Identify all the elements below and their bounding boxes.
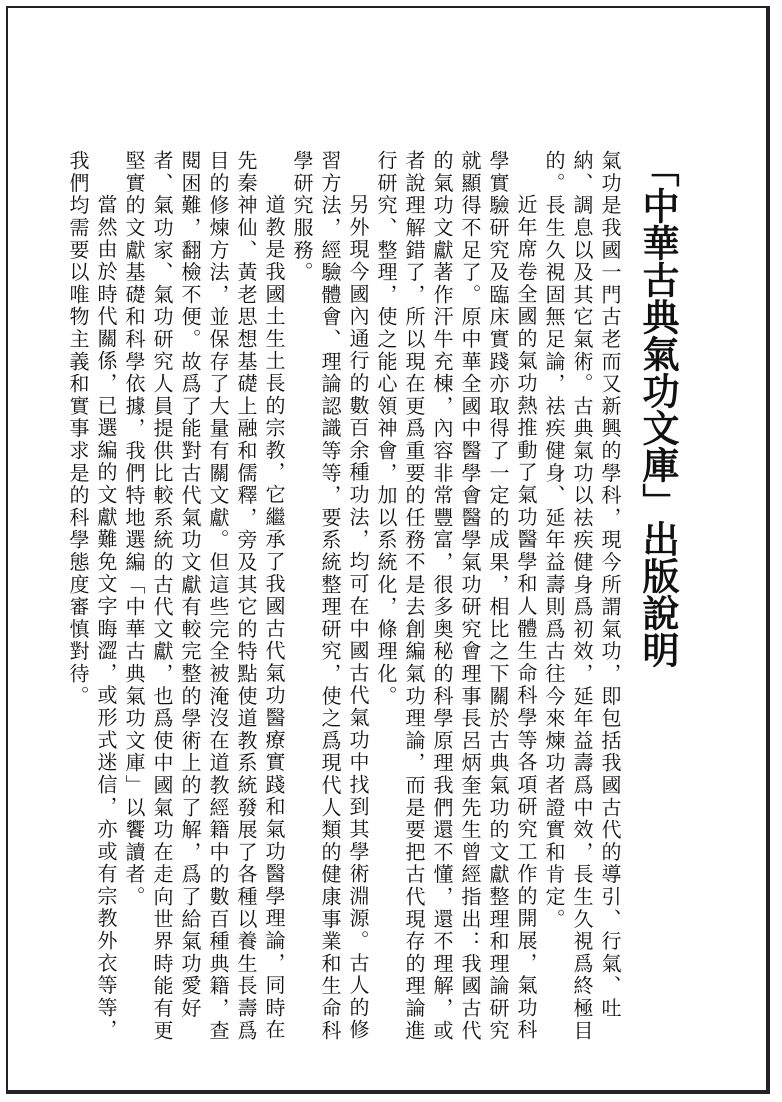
page-title: 「中華古典氣功文庫」出版說明 [636, 150, 679, 668]
paragraph-4: 道教是我國土生土長的宗教，它繼承了我國古代氣功醫療實踐和氣功醫學理論，同時在先秦神仙、黃老思想基礎上融和儒釋，旁及其它的特點使道教系統發展了各種以養生長壽爲目的修煉方法，並保存了大量有關文獻。但這些完全被淹沒在道教經籍中的數百種典籍，查閱困難，翻檢不便。故爲了能對古代氣功文獻有較完整的學術上的了解，爲了給氣功愛好者、氣功家、氣功研究人員提供比較系統的古代文獻，也爲使中國氣功在走向世界時能有更堅實的文獻基礎和科學依據，我們特地選編「中華古典氣功文庫」以饗讀者。 [122, 150, 286, 1042]
paragraph-5: 當然由於時代關係，已選編的文獻難免文字晦澀，或形式迷信，亦或有宗教外衣等等，我們均需要以唯物主義和實事求是的科學態度審慎對待。 [66, 150, 118, 1042]
paragraph-3: 另外現今國內通行的數百余種功法，均可在中國古代氣功中找到其學術淵源。古人的修習方法，經驗體會、理論認識等等，要系統整理研究，使之爲現代人類的健康事業和生命科學研究服務。 [290, 150, 370, 1042]
body-text [66, 150, 624, 1050]
paragraph-2: 近年席卷全國的氣功熱推動了氣功醫學和人體生命科學等各項研究工作的開展，氣功科學實驗研究及臨床實踐亦取得了一定的成果，相比之下關於古典氣功的文獻整理和理論研究就顯得不足了。原中華全國中醫學會醫學氣功研究會理事長呂炳奎先生曾經指出：我國古代的氣功文獻著作汗牛充棟，內容非常豐富，很多奥秘的科學原理我們還不懂，還不理解，或者說理解錯了，所以現在更爲重要的任務不是去創編氣功理論，而是要把古代現存的理論進行研究、整理，使之能心領神會，加以系統化，條理化。 [374, 150, 538, 1042]
paragraph-1: 氣功是我國一門古老而又新興的學科，現今所謂氣功，即包括我國古代的導引、行氣、吐納、調息以及其它氣術。古典氣功以祛疾健身爲初效，延年益壽爲中效，長生久視爲終極目的。長生久視固無足論，祛疾健身、延年益壽則爲古往今來煉功者證實和肯定。 [542, 150, 622, 1042]
